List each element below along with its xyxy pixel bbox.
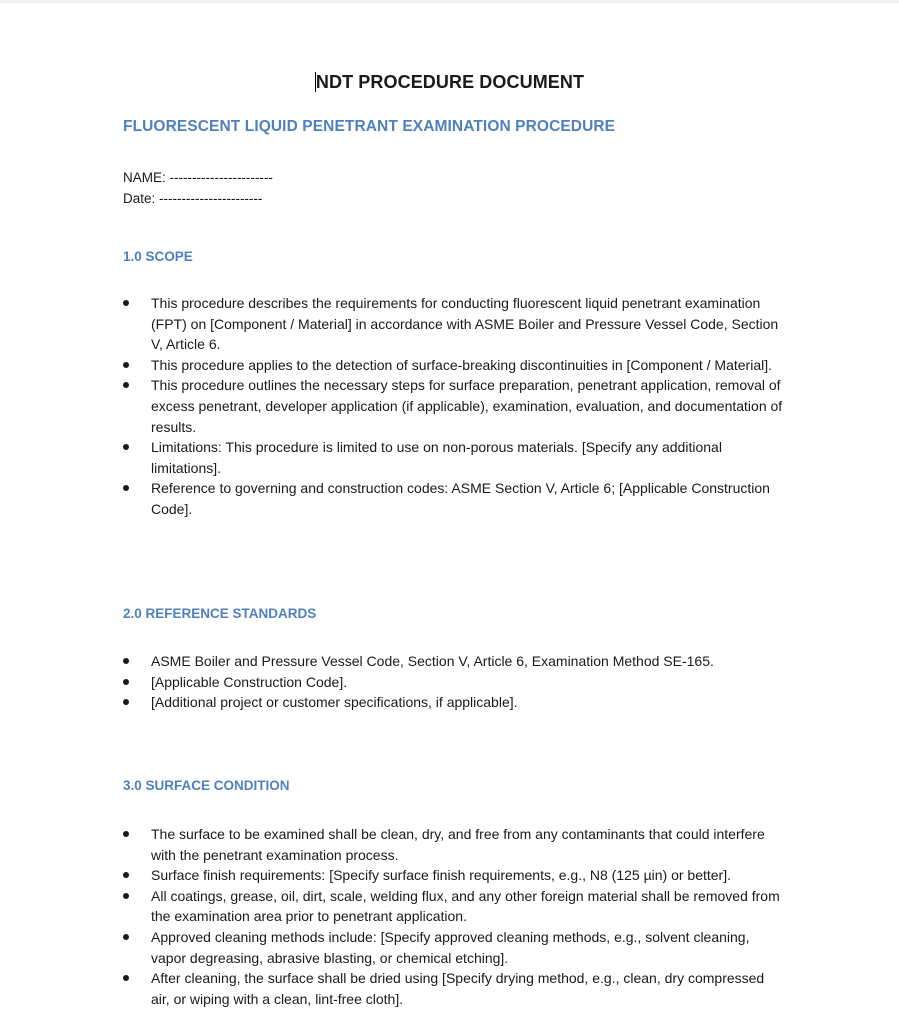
list-item: [Applicable Construction Code]. [123,672,783,693]
bullet-icon [123,300,129,306]
date-field: Date: ----------------------- [123,191,263,206]
list-item: [Additional project or customer specifications, if applicable]. [123,692,783,713]
section-heading-scope: 1.0 SCOPE [123,249,193,264]
procedure-title: FLUORESCENT LIQUID PENETRANT EXAMINATION PROCEDURE [123,118,616,135]
reference-standards-list [123,651,783,713]
list-item: ASME Boiler and Pressure Vessel Code, Section V, Article 6, Examination Method SE-165. [123,651,783,672]
bullet-icon [123,679,129,685]
bullet-icon [123,893,129,899]
list-item: Reference to governing and construction codes: ASME Section V, Article 6; [Applicable Construction Code]. [123,478,783,519]
list-item: The surface to be examined shall be clean, dry, and free from any contaminants that could interfere with the penetrant examination process. [123,824,783,865]
bullet-icon [123,444,129,450]
surface-condition-list [123,824,783,1009]
scope-list [123,293,783,520]
list-item: Approved cleaning methods include: [Specify approved cleaning methods, e.g., solvent cleaning, vapor degreasing, abrasive blasting, or chemical etching]. [123,927,783,968]
list-item: All coatings, grease, oil, dirt, scale, welding flux, and any other foreign material shall be removed from the examination area prior to penetrant application. [123,886,783,927]
bullet-icon [123,975,129,981]
name-field: NAME: ----------------------- [123,170,273,185]
bullet-icon [123,934,129,940]
list-item: This procedure applies to the detection of surface-breaking discontinuities in [Component / Material]. [123,355,783,376]
list-item: Surface finish requirements: [Specify surface finish requirements, e.g., N8 (125 µin) or better]. [123,865,783,886]
bullet-icon [123,699,129,705]
bullet-icon [123,362,129,368]
window-top-edge [0,0,899,3]
document-title-text: NDT PROCEDURE DOCUMENT [315,72,585,92]
section-heading-surface-condition: 3.0 SURFACE CONDITION [123,778,290,793]
section-heading-reference-standards: 2.0 REFERENCE STANDARDS [123,606,317,621]
bullet-icon [123,872,129,878]
bullet-icon [123,658,129,664]
bullet-icon [123,382,129,388]
list-item: Limitations: This procedure is limited to use on non-porous materials. [Specify any additional limitations]. [123,437,783,478]
bullet-icon [123,485,129,491]
list-item: This procedure outlines the necessary steps for surface preparation, penetrant application, removal of excess penetrant, developer application (if applicable), examination, evaluation, and documentation of results. [123,375,783,437]
list-item: This procedure describes the requirements for conducting fluorescent liquid penetrant examination (FPT) on [Component / Material] in accordance with ASME Boiler and Pressure Vessel Code, Section V, Article 6. [123,293,783,355]
list-item: After cleaning, the surface shall be dried using [Specify drying method, e.g., clean, dry compressed air, or wiping with a clean, lint-free cloth]. [123,968,783,1009]
document-title[interactable] [0,72,899,93]
bullet-icon [123,831,129,837]
